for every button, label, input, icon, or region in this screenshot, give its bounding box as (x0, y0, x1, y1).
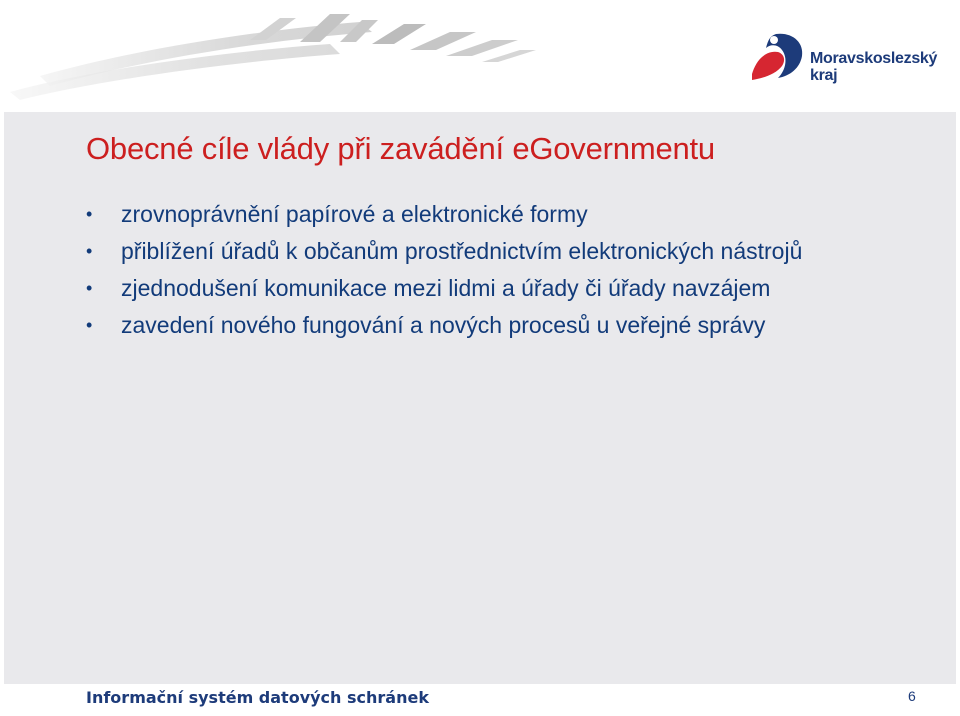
logo-line-1: Moravskoslezský (810, 50, 938, 67)
bullet-item (86, 272, 936, 304)
bullet-item (86, 309, 936, 341)
bullet-marker: • (86, 315, 93, 335)
bullet-item (86, 198, 936, 230)
bullet-text: zrovnoprávnění papírové a elektronické formy (121, 201, 588, 227)
bullet-text: zjednodušení komunikace mezi lidmi a úřady či úřady navzájem (121, 275, 771, 301)
bullet-text: přiblížení úřadů k občanům prostřednictvím elektronických nástrojů (121, 238, 803, 264)
bullet-list (86, 198, 936, 346)
footer-text: Informační systém datových schránek (86, 688, 429, 707)
bullet-marker: • (86, 204, 93, 224)
bullet-text: zavedení nového fungování a nových procesů u veřejné správy (121, 312, 766, 338)
slide-footer (0, 684, 960, 716)
slide-header (0, 0, 960, 112)
region-emblem-icon (748, 28, 808, 84)
bullet-marker: • (86, 278, 93, 298)
logo-line-2: kraj (810, 67, 838, 84)
bullet-item (86, 235, 936, 267)
region-logo (748, 28, 948, 88)
header-swoosh-icon (0, 0, 560, 112)
page-number: 6 (908, 688, 916, 704)
logo-text (810, 50, 937, 84)
bullet-marker: • (86, 241, 93, 261)
slide-title: Obecné cíle vlády při zavádění eGovernmentu (86, 131, 715, 166)
